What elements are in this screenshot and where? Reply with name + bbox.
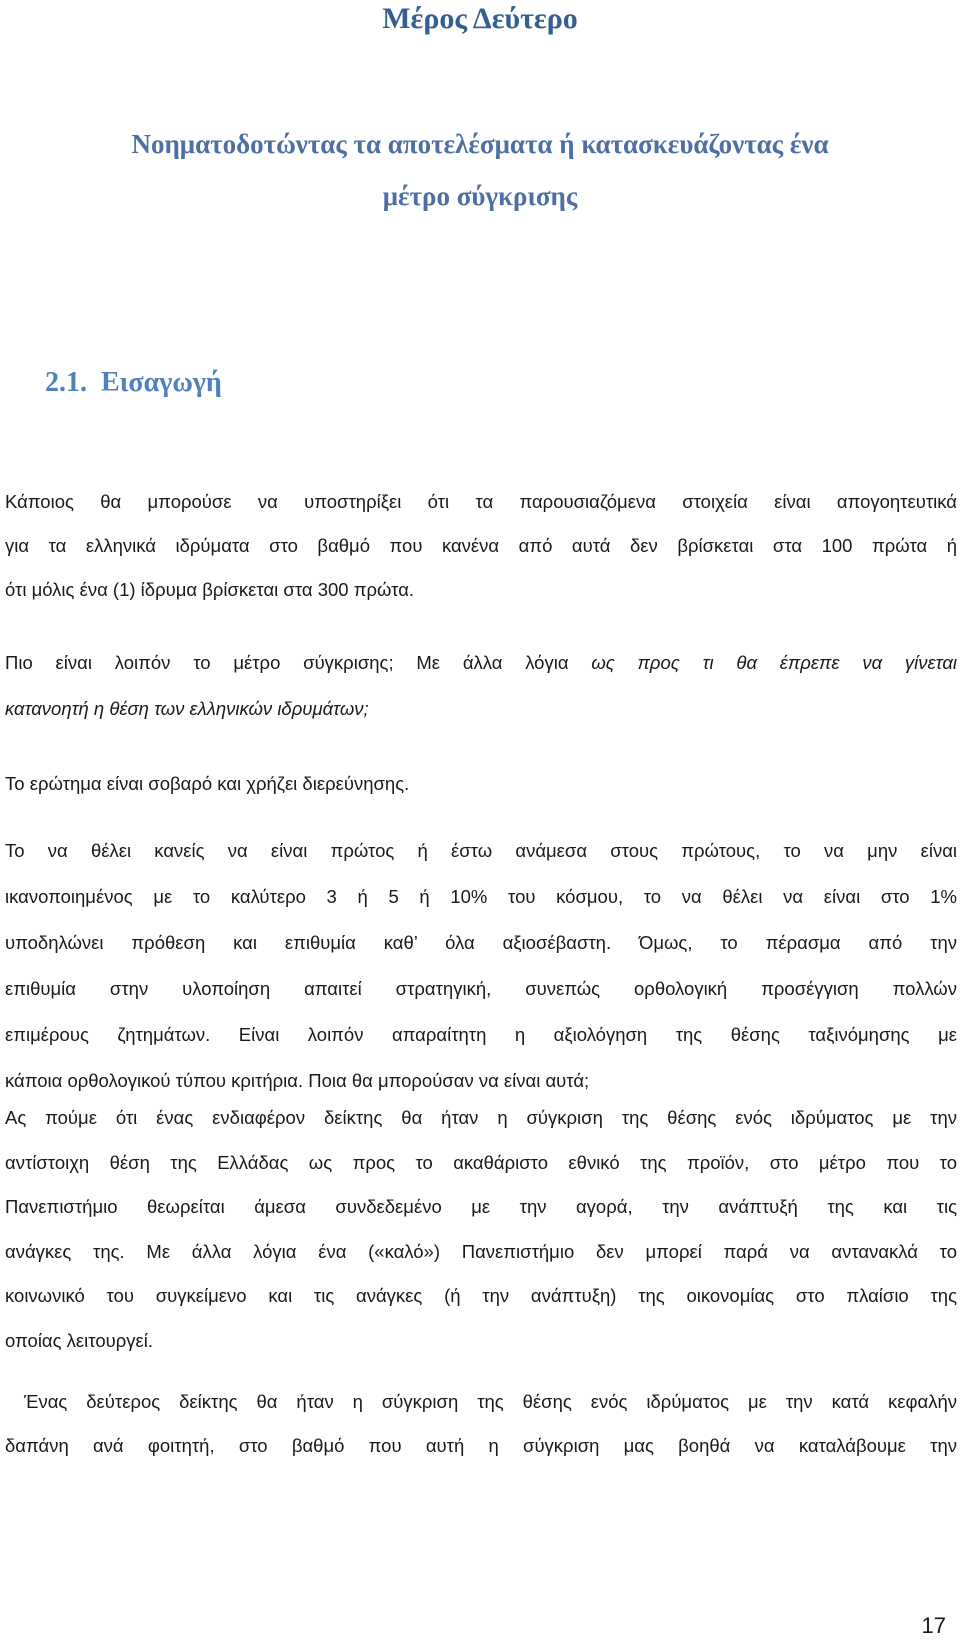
text-line: για τα ελληνικά ιδρύματα στο βαθμό που κανένα από αυτά δεν βρίσκεται στα 100 πρώτα ή [5,535,957,556]
paragraph-5 [5,1096,957,1363]
text-line: ανάγκες της. Με άλλα λόγια ένα («καλό») Πανεπιστήμιο δεν μπορεί παρά να αντανακλά το [5,1240,957,1262]
text-line: Ας πούμε ότι ένας ενδιαφέρον δείκτης θα ήταν η σύγκριση της θέσης ενός ιδρύματος με την [5,1107,957,1128]
text-line: αντίστοιχη θέση της Ελλάδας ως προς το ακαθάριστο εθνικό της προϊόν, στο μέτρο που το [5,1151,957,1173]
text-line: Το να θέλει κανείς να είναι πρώτος ή έστω ανάμεσα στους πρώτους, το να μην είναι [5,840,957,861]
paragraph-6 [5,1380,957,1468]
text-line: ότι μόλις ένα (1) ίδρυμα βρίσκεται στα 300 πρώτα. [5,579,415,600]
text-italic: ως προς τι θα έπρεπε να γίνεται [591,652,957,673]
text-line [5,640,957,686]
text-line: κατανοητή η θέση των ελληνικών ιδρυμάτων; [5,698,369,719]
text-line: Πανεπιστήμιο θεωρείται άμεσα συνδεδεμένο με την αγορά, την ανάπτυξή της και τις [5,1196,957,1217]
text-line: επιθυμία στην υλοποίηση απαιτεί στρατηγική, συνεπώς ορθολογική προσέγγιση πολλών [5,978,957,999]
page-number: 17 [921,1613,946,1638]
text-line: ικανοποιημένος με το καλύτερο 3 ή 5 ή 10% του κόσμου, το να θέλει να είναι στο 1% [5,886,957,907]
chapter-title-line: μέτρο σύγκρισης [382,181,578,211]
text-line: οποίας λειτουργεί. [5,1329,154,1351]
text-line: δαπάνη ανά φοιτητή, στο βαθμό που αυτή η σύγκριση μας βοηθά να καταλάβουμε την [5,1435,957,1456]
part-title: Μέρος Δεύτερο [382,2,578,35]
paragraph-4 [5,828,957,1104]
text-line: Ένας δεύτερος δείκτης θα ήταν η σύγκριση της θέσης ενός ιδρύματος με την κατά κεφαλήν [5,1391,957,1412]
paragraph-2 [5,640,957,732]
text-line: Κάποιος θα μπορούσε να υποστηρίξει ότι τα παρουσιαζόμενα στοιχεία είναι απογοητευτικά [5,491,957,512]
paragraph-1 [5,480,957,612]
paragraph-3 [5,762,957,806]
chapter-title-line: Νοηματοδοτώντας τα αποτελέσματα ή κατασκευάζοντας ένα [131,129,829,159]
text-line: υποδηλώνει πρόθεση και επιθυμία καθ’ όλα αξιοσέβαστη. Όμως, το πέρασμα από την [5,932,957,953]
section-title: 2.1. Εισαγωγή [45,367,222,398]
text-line: επιμέρους ζητημάτων. Είναι λοιπόν απαραίτητη η αξιολόγηση της θέσης ταξινόμησης με [5,1024,957,1045]
text-line: Το ερώτημα είναι σοβαρό και χρήζει διερεύνησης. [5,773,410,794]
chapter-title [40,118,920,222]
text-normal: Πιο είναι λοιπόν το μέτρο σύγκρισης; Με άλλα λόγια [5,652,592,673]
text-line: κοινωνικό του συγκείμενο και τις ανάγκες (ή την ανάπτυξη) της οικονομίας στο πλαίσιο της [5,1285,957,1306]
text-line: κάποια ορθολογικού τύπου κριτήρια. Ποια θα μπορούσαν να είναι αυτά; [5,1070,590,1091]
